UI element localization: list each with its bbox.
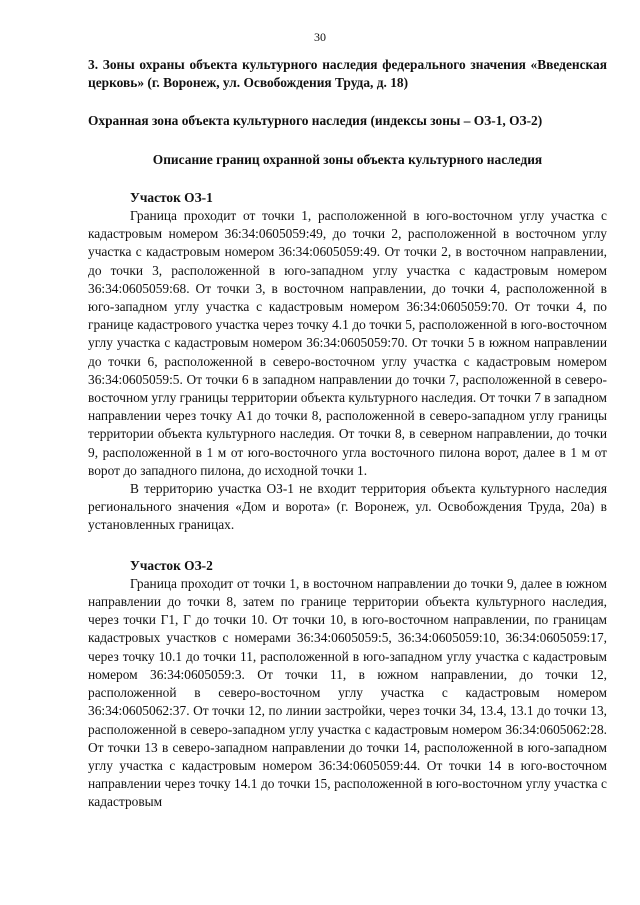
plot-heading-oz2: Участок ОЗ-2: [130, 557, 213, 573]
document-body: [88, 56, 607, 812]
section-title: 3. Зоны охраны объекта культурного наследия федерального значения «Введенская церковь» (г. Воронеж, ул. Освобождения Труда, д. 18): [88, 57, 607, 91]
page-number: 30: [314, 30, 326, 44]
plot-heading-oz1: Участок ОЗ-1: [130, 189, 213, 205]
paragraph: Граница проходит от точки 1, в восточном направлении до точки 9, далее в южном направлении до точки 8, затем по границе территории объекта культурного наследия, через точки Г1, Г до точки 10. От точки 10, в юго-восточном направлении, по границам кадастровых участков с номерами 36:34:0605059:5, 36:34:0605059:10, 36:34:0605059:17, через точку 10.1 до точки 11, расположенной в юго-западном углу участка с кадастровым номером 36:34:0605059:3. От точки 11, в южном направлении, до точки 12, расположенной в северо-восточном углу участка с кадастровым номером 36:34:0605062:37. От точки 12, по линии застройки, через точки 34, 13.4, 13.1 до точки 13, расположенной в северо-западном углу участка с кадастровым номером 36:34:0605062:28. От точки 13 в северо-западном направлении до точки 14, расположенной в юго-западном углу участка с кадастровым номером 36:34:0605059:44. От точки 14 в юго-восточном направлении через точку 14.1 до точки 15, расположенной в юго-восточном углу участка с кадастровым: [88, 575, 607, 810]
zone-title: Охранная зона объекта культурного наследия (индексы зоны – ОЗ-1, ОЗ-2): [88, 113, 543, 129]
description-title: Описание границ охранной зоны объекта культурного наследия: [152, 151, 543, 167]
paragraph: Граница проходит от точки 1, расположенной в юго-восточном углу участка с кадастровым номером 36:34:0605059:49, до точки 2, расположенной в восточном углу участка с кадастровым номером 36:34:0605059:49. От точки 2, в восточном направлении, до точки 3, расположенной в юго-западном углу участка с кадастровым номером 36:34:0605059:68. От точки 3, в восточном направлении, до точки 4, расположенной в юго-западном углу участка с кадастровым номером 36:34:0605059:70. От точки 4, по границе кадастрового участка через точку 4.1 до точки 5, расположенной в юго-восточном углу участка с кадастровым номером 36:34:0605059:70. От точки 5 в южном направлении до точки 6, расположенной в северо-восточном углу участка с кадастровым номером 36:34:0605059:5. От точки 6 в западном направлении до точки 7, расположенной в северо-восточном углу границы территории объекта культурного наследия. От точки 7 в западном направлении через точку А1 до точки 8, расположенной в северо-западном углу границы территории объекта культурного наследия. От точки 8, в северном направлении, до точки 9, расположенной в 1 м от юго-восточного угла восточного пилона ворот, далее в 1 м от ворот до западного пилона, до исходной точки 1.: [88, 208, 607, 478]
paragraph: В территорию участка ОЗ-1 не входит территория объекта культурного наследия регионального значения «Дом и ворота» (г. Воронеж, ул. Освобождения Труда, 20а) в установленных границах.: [88, 481, 607, 533]
